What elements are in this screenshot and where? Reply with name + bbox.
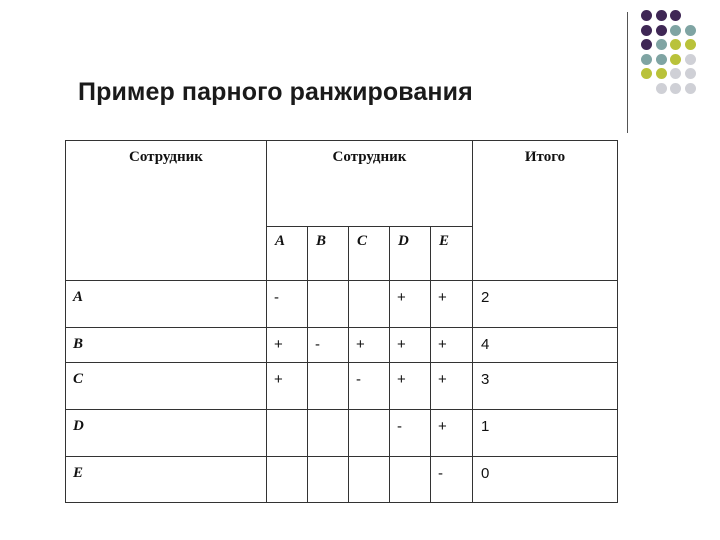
table-cell: + (390, 363, 431, 410)
decor-dot (685, 54, 696, 65)
header-employee-group: Сотрудник (267, 141, 473, 227)
decor-dot (641, 68, 652, 79)
table-cell: + (267, 328, 308, 363)
table-cell: - (390, 410, 431, 457)
subheader-d: D (390, 227, 431, 281)
table-row (66, 457, 618, 503)
row-label: C (66, 363, 267, 410)
decor-dot (656, 68, 667, 79)
table-row (66, 281, 618, 328)
table-cell: - (267, 281, 308, 328)
table-cell (349, 457, 390, 503)
row-label: E (66, 457, 267, 503)
table-row (66, 410, 618, 457)
decor-dot (670, 68, 681, 79)
table-cell: + (349, 328, 390, 363)
table-cell: + (390, 328, 431, 363)
table-header-row (66, 141, 618, 227)
subheader-b: B (308, 227, 349, 281)
header-total: Итого (473, 141, 618, 281)
table-cell: - (431, 457, 473, 503)
row-label: D (66, 410, 267, 457)
header-employee: Сотрудник (66, 141, 267, 281)
table-cell: + (431, 363, 473, 410)
row-total: 1 (473, 410, 618, 457)
decor-dot (670, 10, 681, 21)
row-label: B (66, 328, 267, 363)
decor-dot (656, 39, 667, 50)
decor-dot (641, 54, 652, 65)
table-cell: - (349, 363, 390, 410)
slide-title: Пример парного ранжирования (78, 78, 473, 106)
decor-dot (685, 39, 696, 50)
decor-dot (670, 54, 681, 65)
table-cell (267, 457, 308, 503)
row-total: 0 (473, 457, 618, 503)
table-cell (267, 410, 308, 457)
decor-dot (670, 39, 681, 50)
table-cell: + (431, 410, 473, 457)
divider-line (627, 12, 628, 133)
decor-dot (656, 54, 667, 65)
table-cell (349, 281, 390, 328)
row-total: 4 (473, 328, 618, 363)
row-total: 2 (473, 281, 618, 328)
decor-dot (670, 25, 681, 36)
row-label: A (66, 281, 267, 328)
table-cell (308, 281, 349, 328)
subheader-a: A (267, 227, 308, 281)
table-cell (349, 410, 390, 457)
subheader-c: C (349, 227, 390, 281)
table-cell: + (390, 281, 431, 328)
table-cell (308, 410, 349, 457)
subheader-e: E (431, 227, 473, 281)
decor-dot (656, 25, 667, 36)
table-cell: + (267, 363, 308, 410)
pairwise-ranking-table (65, 140, 618, 503)
table-cell (308, 363, 349, 410)
decor-dot (685, 83, 696, 94)
decor-dot (641, 25, 652, 36)
decor-dot (656, 10, 667, 21)
decor-dot (641, 39, 652, 50)
decor-dot (656, 83, 667, 94)
decor-dot (685, 68, 696, 79)
table-row (66, 328, 618, 363)
decor-dot (641, 10, 652, 21)
decor-dot (670, 83, 681, 94)
table-cell: + (431, 328, 473, 363)
table-cell (390, 457, 431, 503)
decor-dot (685, 25, 696, 36)
table-cell: + (431, 281, 473, 328)
row-total: 3 (473, 363, 618, 410)
table-cell (308, 457, 349, 503)
table-row (66, 363, 618, 410)
table-cell: - (308, 328, 349, 363)
